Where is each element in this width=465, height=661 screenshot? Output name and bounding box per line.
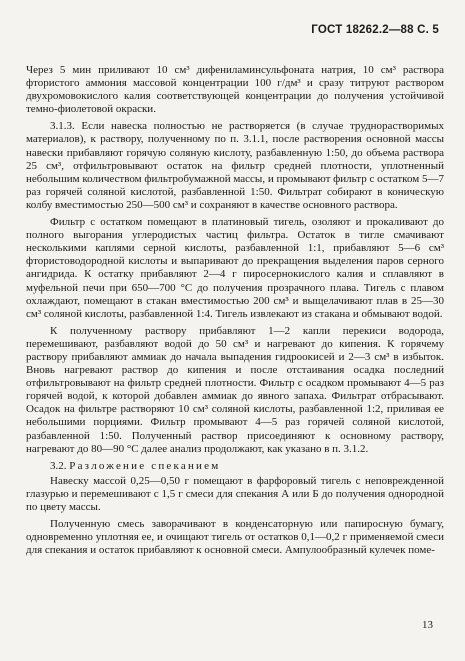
body-text: [26, 64, 444, 561]
page-number: 13: [422, 619, 433, 631]
section-heading: [26, 460, 444, 473]
section-number: 3.2.: [50, 459, 67, 472]
paragraph-2: 3.1.3. Если навеска полностью не растворяется (в случае труднорастворимых материалов), к раствору, полученному по п. 3.1.1, после растворения основной массы навески прибавляют горячую соляную кислоту, разбавленную 1:50, до объема раствора 25 см³, отфильтровывают остаток на фильтр средней плотности, уплотненный небольшим количеством фильтробумажной массы, и промывают фильтр с остатком 5—7 раз горячей соляной кислотой, разбавленной 1:50. Фильтрат собирают в коническую колбу вместимостью 250—500 см³ и сохраняют в качестве основного раствора.: [26, 120, 444, 211]
standard-header: ГОСТ 18262.2—88 С. 5: [311, 24, 439, 36]
paragraph-5: Навеску массой 0,25—0,50 г помещают в фарфоровый тигель с неповрежденной глазурью и перемешивают с 1,5 г смеси для спекания А или Б до получения однородной по цвету массы.: [26, 474, 444, 513]
paragraph-1: Через 5 мин приливают 10 см³ дифениламинсульфоната натрия, 10 см³ раствора фтористого аммония массовой концентрации 100 г/дм³ и сразу титруют раствором двухромовокислого калия соответствующей концентрации до получения устойчивой темно-фиолетовой окраски.: [26, 64, 444, 116]
paragraph-3: Фильтр с остатком помещают в платиновый тигель, озоляют и прокаливают до полного выгорания углеродистых частиц фильтра. Остаток в тигле смачивают несколькими каплями серной кислоты, разбавленной 1:1, прибавляют 5—6 см³ фтористоводородной кислоты и выпаривают до прекращения выделения паров серного ангидрида. К остатку прибавляют 2—4 г пиросернокислого калия и сплавляют в муфельной печи при 650—700 °С до получения прозрачного плава. Тигель с плавом охлаждают, помещают в стакан вместимостью 200 см³ и выщелачивают плав в 25—30 см³ соляной кислоты, разбавленной 1:4. Тигель извлекают из стакана и обмывают водой.: [26, 216, 444, 320]
paragraph-4: К полученному раствору прибавляют 1—2 капли перекиси водорода, перемешивают, разбавляют водой до 50 см³ и нагревают до кипения. К горячему раствору прибавляют аммиак до начала выпадения гидроокисей и 2—3 см³ в избыток. Вновь нагревают раствор до кипения и после отстаивания осадка последний отфильтровывают на фильтр средней плотности. Фильтр с осадком промывают 4—5 раз горячей водой, к которой добавлен аммиак до явного запаха. Фильтрат отбрасывают. Осадок на фильтре растворяют 10 см³ соляной кислоты, разбавленной 1:2, приливая ее небольшими порциями. Фильтр промывают 4—5 раз горячей соляной кислотой, разбавленной 1:50. Полученный раствор присоединяют к основному раствору, нагревают до 80—90 °С далее анализ продолжают, как указано в п. 3.1.2.: [26, 324, 444, 455]
paragraph-6: Полученную смесь заворачивают в конденсаторную или папиросную бумагу, одновременно уплотняя ее, и очищают тигель от остатков 0,1—0,2 г применяемой смеси для спекания и остаток прибавляют к основной смеси. Ампулообразный кулечек поме-: [26, 518, 444, 557]
section-title: Разложение спеканием: [69, 459, 221, 472]
